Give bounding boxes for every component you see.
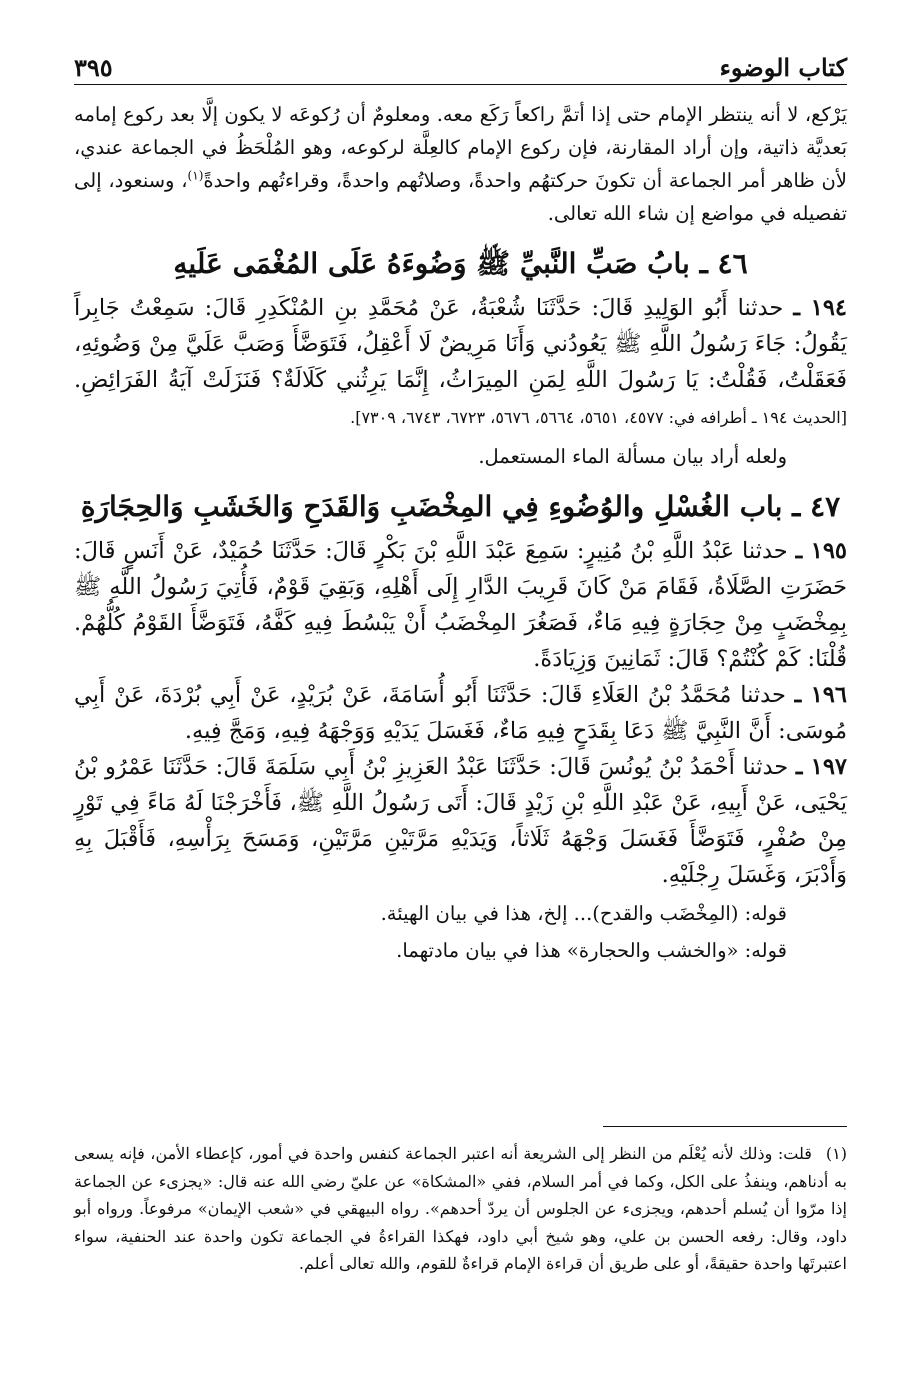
chapter-46-heading: ٤٦ ـ بابُ صَبِّ النَّبيِّ ﷺ وَضُوءَهُ عَلَى المُغْمَى عَلَيهِ <box>173 247 748 280</box>
footnote-1 <box>74 1140 847 1278</box>
page-number: ٣٩٥ <box>74 53 113 82</box>
hadith-text: حدثنا أَبُو الوَلِيدِ قَالَ: حَدَّثَنَا شُعْبَةُ، عَنْ مُحَمَّدِ بنِ المُنْكَدِرِ قَالَ: سَمِعْتُ جَابِراً يَقُولُ: جَاءَ رَسُولُ اللَّهِ ﷺ يَعُودُني وَأَنَا مَرِيضٌ لَا أَعْقِلُ، فَتَوَضَّأَ وَصَبَّ عَلَيَّ مِنْ وَضُوئِهِ، فَعَقَلْتُ، فَقُلْتُ: يَا رَسُولَ اللَّهِ لِمَنِ المِيرَاثُ، إِنَّمَا يَرِثُني كَلَالَةٌ؟ فَنَزَلَتْ آيَةُ الفَرَائِضِ. <box>74 295 847 393</box>
page-header <box>74 44 847 85</box>
footnote-reference[interactable]: (١) <box>187 168 204 183</box>
hadith-197 <box>74 749 847 893</box>
hadith-text: حدثنا أَحْمَدُ بْنُ يُونُسَ قَالَ: حَدَّثَنَا عَبْدُ العَزِيزِ بْنُ أَبِي سَلَمَةَ قَالَ: حَدَّثَنَا عَمْرُو بْنُ يَحْيَى، عَنْ أَبِيهِ، عَنْ عَبْدِ اللَّهِ بْنِ زَيْدٍ قَالَ: أَتَى رَسُولُ اللَّهِ ﷺ، فَأَخْرَجْنَا لَهُ مَاءً فِي تَوْرٍ مِنْ صُفْرٍ، فَتَوَضَّأَ فَغَسَلَ وَجْهَهُ ثَلَاثاً، وَيَدَيْهِ مَرَّتَيْنِ مَرَّتَيْنِ، وَمَسَحَ بِرَأْسِهِ، فَأَقْبَلَ بِهِ وَأَدْبَرَ، وَغَسَلَ رِجْلَيْهِ. <box>74 754 847 888</box>
hadith-number: ١٩٦ ـ <box>794 682 847 708</box>
commentary-note-1: قوله: (المِخْضَب والقدح)... إلخ، هذا في بيان الهيئة. <box>380 902 787 925</box>
hadith-number: ١٩٧ ـ <box>795 754 847 780</box>
commentary-note: ولعله أراد بيان مسألة الماء المستعمل. <box>478 445 787 468</box>
intro-section <box>74 98 847 230</box>
hadith-194 <box>74 290 847 436</box>
hadith-text: حدثنا مُحَمَّدُ بْنُ العَلَاءِ قَالَ: حَدَّثَنَا أَبُو أُسَامَةَ، عَنْ بُرَيْدٍ، عَنْ أَبِي بُرْدَةَ، عَنْ أَبِي مُوسَى: أَنَّ النَّبِيَّ ﷺ دَعَا بِقَدَحٍ فِيهِ مَاءٌ، فَغَسَلَ يَدَيْهِ وَوَجْهَهُ فِيهِ، وَمَجَّ فِيهِ. <box>74 682 847 744</box>
book-title: كتاب الوضوء <box>719 53 847 82</box>
hadith-196 <box>74 677 847 749</box>
intro-paragraph <box>74 98 847 230</box>
footnote-marker: (١) <box>825 1144 847 1163</box>
hadith-text: حدثنا عَبْدُ اللَّهِ بْنُ مُنِيرٍ: سَمِعَ عَبْدَ اللَّهِ بْنَ بَكْرٍ قَالَ: حَدَّثَنَا حُمَيْدٌ، عَنْ أَنَسٍ قَالَ: حَضَرَتِ الصَّلَاةُ، فَقَامَ مَنْ كَانَ قَرِيبَ الدَّارِ إِلَى أَهْلِهِ، وَبَقِيَ قَوْمٌ، فَأُتِيَ رَسُولُ اللَّهِ ﷺ بِمِخْضَبٍ مِنْ حِجَارَةٍ فِيهِ مَاءٌ، فَصَغُرَ المِخْضَبُ أَنْ يَبْسُطَ فِيهِ كَفَّهُ، فَتَوَضَّأَ القَوْمُ كُلُّهُمْ. قُلْنَا: كَمْ كُنْتُمْ؟ قَالَ: ثَمَانِينَ وَزِيَادَةً. <box>74 538 847 672</box>
commentary-note-2: قوله: «والخشب والحجارة» هذا في بيان مادتهما. <box>396 939 787 962</box>
footnote-text: قلت: وذلك لأنه يُعْلَم من النظر إلى الشريعة أنه اعتبر الجماعة كنفس واحدة في أمور، كإعطاء الأمن، فإنه يسعى به أدناهم، وينفذُ على الكل، وكما في أمر السلام، ففي «المشكاة» عن عليّ رضي الله عنه قال: «يجزىء عن الجماعة إذا مرّوا أن يُسلم أحدهم، ويجزىء عن الجلوس أن يردّ أحدهم». رواه البيهقي في «شعب الإيمان» مرفوعاً. ورواه أبو داود، وقال: رفعه الحسن بن علي، وهو شيخ أبي داود، فهكذا القراءةُ في الجماعة تكون واحدة عند الحنفية، سواء اعتبرتَها واحدة حقيقةً، أو على طريق أن قراءة الإمام قراءةٌ للقوم، والله تعالى أعلم. <box>74 1144 848 1273</box>
footnote-divider <box>603 1126 847 1127</box>
hadith-number: ١٩٥ ـ <box>795 538 847 564</box>
intro-text: يَرْكع، لا أنه ينتظر الإمام حتى إذا أتمَّ راكعاً رَكَع معه. ومعلومٌ أن رُكوعَه لا يكون إلَّا بعد ركوع إمامه بَعديَّة ذاتية، وإن أراد المقارنة، فإن ركوع الإمام كالعِلَّة لركوعه، وهو المُلْحَظُ في الجماعة عندي، لأن ظاهر أمر الجماعة أن تكونَ حركتهُم واحدةً، وصلاتُهم واحدةً، وقراءتُهم واحدةً <box>74 103 847 192</box>
main-text <box>74 98 847 971</box>
hadith-195 <box>74 533 847 677</box>
hadith-number: ١٩٤ ـ <box>793 295 847 321</box>
hadith-cross-references: [الحديث ١٩٤ ـ أطرافه في: ٤٥٧٧، ٥٦٥١، ٥٦٦٤، ٥٦٧٦، ٦٧٢٣، ٦٧٤٣، ٧٣٠٩]. <box>350 408 847 427</box>
intro-text-end: ، وسنعود، إلى تفصيله في مواضع إن شاء الله تعالى. <box>74 169 847 225</box>
footnotes-section <box>74 1140 847 1278</box>
chapter-47-heading: ٤٧ ـ باب الغُسْلِ والوُضُوءِ فِي المِخْضَبِ وَالقَدَحِ وَالخَشَبِ وَالحِجَارَةِ <box>80 490 841 523</box>
